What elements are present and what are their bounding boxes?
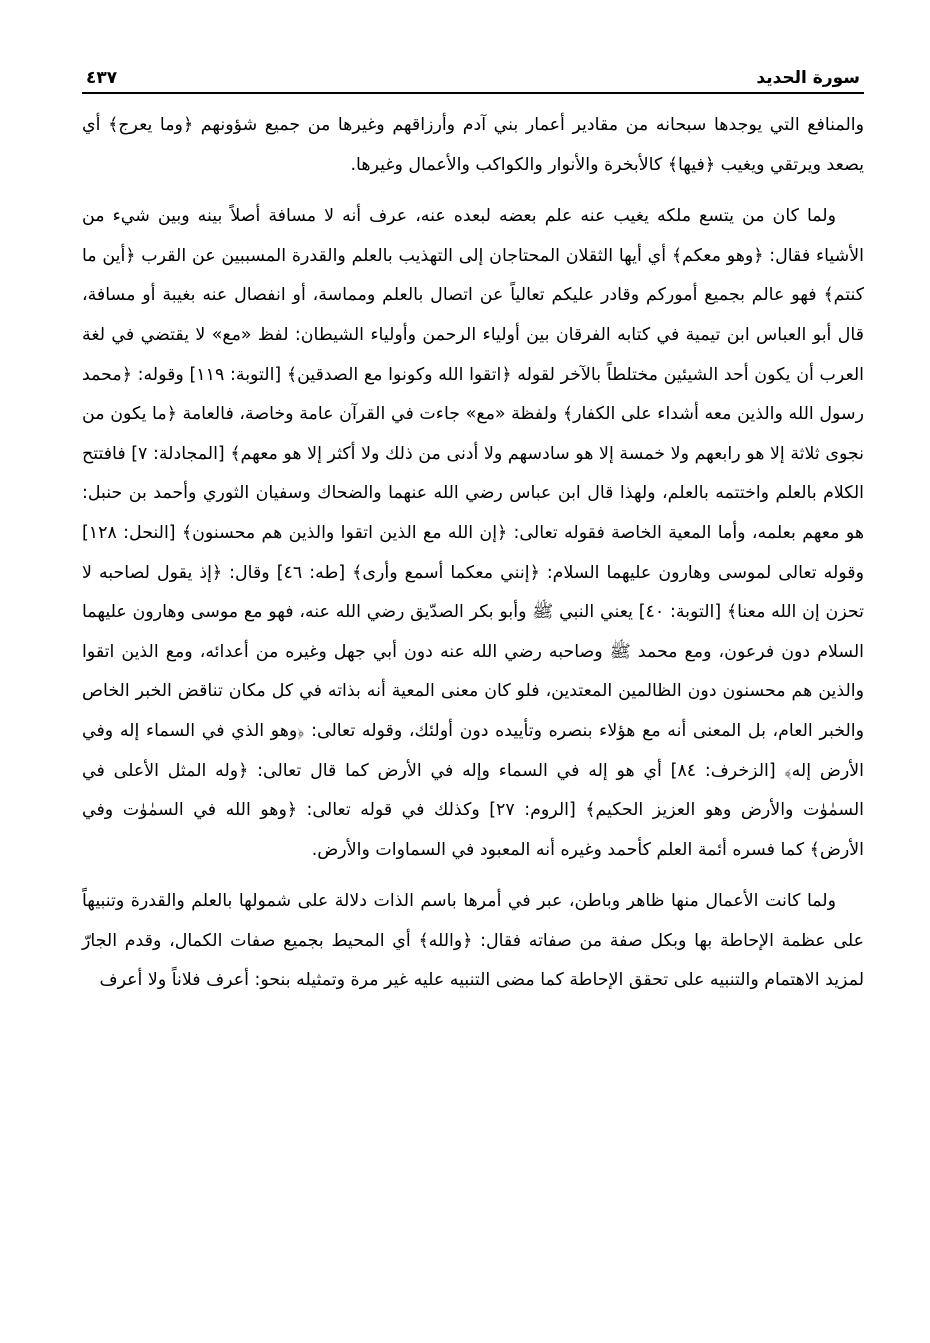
paragraph: ولما كان من يتسع ملكه يغيب عنه علم بعضه لبعده عنه، عرف أنه لا مسافة أصلاً بينه وبين شيء من الأشياء فقال: ﴿وهو معكم﴾ أي أيها الثقلان المحتاجان إلى التهذيب بالعلم والقدرة المسببين عن القرب ﴿أين ما كنتم﴾ فهو عالم بجميع أموركم وقادر عليكم تعالياً عن اتصال بالعلم ومماسة، أو انفصال عنه بغيبة أو مسافة، قال أبو العباس ابن تيمية في كتابه الفرقان بين أولياء الرحمن وأولياء الشيطان: لفظ «مع» لا يقتضي في لغة العرب أن يكون أحد الشيئين مختلطاً بالآخر لقوله ﴿اتقوا الله وكونوا مع الصدقين﴾ [التوبة: ١١٩] وقوله: ﴿محمد رسول الله والذين معه أشداء على الكفار﴾ ولفظة «مع» جاءت في القرآن عامة وخاصة، فالعامة ﴿ما يكون من نجوى ثلاثة إلا هو رابعهم ولا خمسة إلا هو سادسهم ولا أدنى من ذلك ولا أكثر إلا هو معهم﴾ [المجادلة: ٧] فافتتح الكلام بالعلم واختتمه بالعلم، ولهذا قال ابن عباس رضي الله عنهما والضحاك وسفيان الثوري وأحمد بن حنبل: هو معهم بعلمه، وأما المعية الخاصة فقوله تعالى: ﴿إن الله مع الذين اتقوا والذين هم محسنون﴾ [النحل: ١٢٨] وقوله تعالى لموسى وهارون عليهما السلام: ﴿إنني معكما أسمع وأرى﴾ [طه: ٤٦] وقال: ﴿إذ يقول لصاحبه لا تحزن إن الله معنا﴾ [التوبة: ٤٠] يعني النبي ﷺ وأبو بكر الصدّيق رضي الله عنه، فهو مع موسى وهارون عليهما السلام دون فرعون، ومع محمد ﷺ وصاحبه رضي الله عنه دون أبي جهل وغيره من أعدائه، ومع الذين اتقوا والذين هم محسنون دون الظالمين المعتدين، فلو كان معنى المعية أنه بذاته في كل مكان تناقض الخبر الخاص والخبر العام، بل المعنى أنه مع هؤلاء بنصره وتأييده دون أولئك، وقوله تعالى: ﴿وهو الذي في السماء إله وفي الأرض إله﴾ [الزخرف: ٨٤] أي هو إله في السماء وإله في الأرض كما قال تعالى: ﴿وله المثل الأعلى في السمٰوٰت والأرض وهو العزيز الحكيم﴾ [الروم: ٢٧] وكذلك في قوله تعالى: ﴿وهو الله في السمٰوٰت وفي الأرض﴾ كما فسره أئمة العلم كأحمد وغيره أنه المعبود في السماوات والأرض. bbox=[82, 206, 865, 860]
page-number: ٤٣٧ bbox=[86, 68, 118, 88]
paragraph: والمنافع التي يوجدها سبحانه من مقادير أعمار بني آدم وأرزاقهم وغيرها من جميع شؤونهم ﴿وما يعرج﴾ أي يصعد ويرتقي ويغيب ﴿فيها﴾ كالأبخرة والأنوار والكواكب والأعمال وغيرها. bbox=[82, 115, 864, 175]
surah-title: سورة الحديد bbox=[756, 68, 860, 88]
page-header bbox=[82, 58, 864, 94]
body-text bbox=[82, 106, 864, 1001]
paragraph: ولما كانت الأعمال منها ظاهر وباطن، عبر في أمرها باسم الذات دلالة على شمولها بالعلم والقدرة وتنبيهاً على عظمة الإحاطة بها وبكل صفة من صفاته فقال: ﴿والله﴾ أي المحيط بجميع صفات الكمال، وقدم الجارّ لمزيد الاهتمام والتنبيه على تحقق الإحاطة كما مضى التنبيه عليه غير مرة وتمثيله بنحو: أعرف فلاناً ولا أعرف bbox=[82, 891, 864, 991]
book-page bbox=[82, 58, 864, 1001]
